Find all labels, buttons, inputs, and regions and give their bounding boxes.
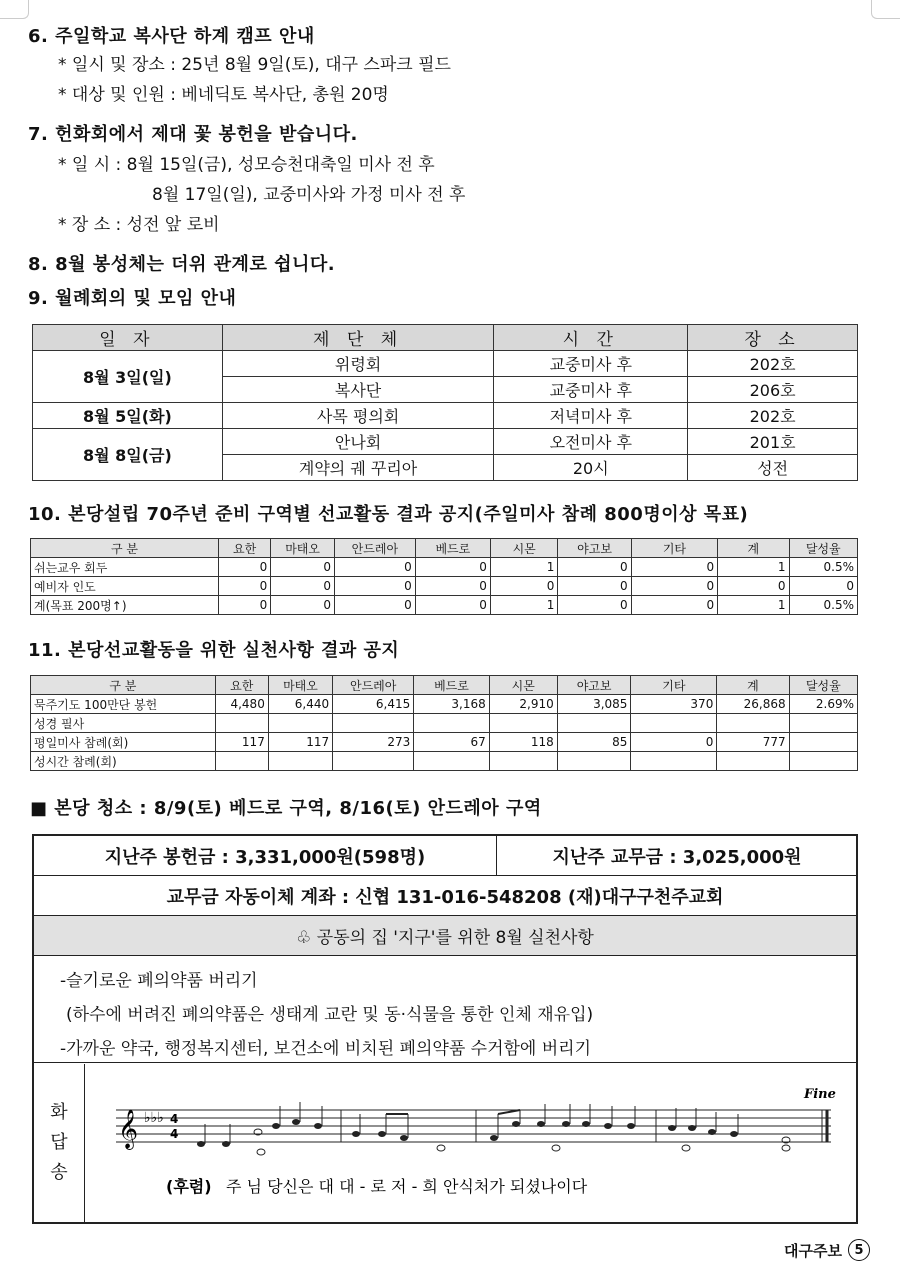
col-header: 야고보 [558, 539, 631, 558]
value-cell: 117 [215, 733, 268, 752]
col-header: 요한 [218, 539, 270, 558]
row-label: 성경 필사 [31, 714, 216, 733]
date-cell: 8월 5일(화) [33, 403, 223, 429]
value-cell [789, 714, 857, 733]
table-row [31, 596, 858, 615]
value-cell: 2.69% [789, 695, 857, 714]
value-cell: 0.5% [789, 558, 858, 577]
time-cell: 저녁미사 후 [494, 403, 688, 429]
value-cell [631, 714, 717, 733]
value-cell [557, 752, 631, 771]
col-header: 계 [718, 539, 789, 558]
key-flat-icon: ♭♭♭ [144, 1110, 164, 1126]
col-header: 시몬 [490, 539, 558, 558]
meeting-table [32, 324, 858, 481]
section-6-title: 6. 주일학교 복사단 하계 캠프 안내 [28, 26, 315, 47]
value-cell [333, 714, 414, 733]
value-cell: 0 [558, 577, 631, 596]
bulletin-name: 대구주보 [784, 1241, 842, 1260]
value-cell [789, 752, 857, 771]
value-cell: 1 [490, 596, 558, 615]
value-cell [268, 752, 332, 771]
corner-mark [0, 0, 29, 19]
value-cell: 0 [631, 596, 718, 615]
value-cell: 0 [218, 577, 270, 596]
value-cell [215, 752, 268, 771]
hymn-label-char: 송 [50, 1162, 68, 1183]
eco-title: ♧ 공동의 집 '지구'를 위한 8월 실천사항 [34, 916, 856, 956]
section-9-title: 9. 월례회의 및 모임 안내 [28, 288, 237, 309]
value-cell: 0 [718, 577, 789, 596]
finance-eco-box [32, 834, 858, 1224]
table-row [31, 733, 858, 752]
corner-mark [871, 0, 900, 19]
value-cell: 0 [558, 596, 631, 615]
col-header: 베드로 [414, 676, 490, 695]
value-cell: 117 [268, 733, 332, 752]
value-cell: 0 [271, 577, 335, 596]
section-6-line-2: * 대상 및 인원 : 베네딕토 복사단, 총원 20명 [58, 85, 389, 105]
row-label: 묵주기도 100만단 봉헌 [31, 695, 216, 714]
page-number: 5 [848, 1239, 870, 1261]
group-cell: 복사단 [222, 377, 494, 403]
row-label: 계(목표 200명↑) [31, 596, 219, 615]
value-cell: 0 [415, 558, 490, 577]
value-cell: 0 [789, 577, 858, 596]
hymn-score [86, 1068, 856, 1220]
date-cell: 8월 3일(일) [33, 351, 223, 403]
place-cell: 202호 [688, 403, 858, 429]
col-header: 요한 [215, 676, 268, 695]
col-header: 구 분 [31, 676, 216, 695]
group-cell: 안나회 [222, 429, 494, 455]
value-cell: 67 [414, 733, 490, 752]
value-cell [789, 733, 857, 752]
value-cell [333, 752, 414, 771]
value-cell: 3,085 [557, 695, 631, 714]
value-cell [557, 714, 631, 733]
date-cell: 8월 8일(금) [33, 429, 223, 481]
value-cell: 0 [558, 558, 631, 577]
divider [34, 1062, 856, 1063]
col-header: 계 [717, 676, 789, 695]
mission-result-table [30, 538, 858, 615]
value-cell: 2,910 [489, 695, 557, 714]
table-row [33, 429, 858, 455]
time-signature: 4 [170, 1112, 179, 1126]
col-header: 마태오 [271, 539, 335, 558]
place-cell: 201호 [688, 429, 858, 455]
eco-line-1: -슬기로운 폐의약품 버리기 [60, 971, 258, 991]
table-row [31, 752, 858, 771]
value-cell: 6,415 [333, 695, 414, 714]
practice-result-table [30, 675, 858, 771]
table-row [31, 695, 858, 714]
value-cell: 0 [490, 577, 558, 596]
value-cell: 0 [415, 577, 490, 596]
value-cell: 0 [631, 577, 718, 596]
refrain-label: (후렴) [166, 1177, 212, 1196]
value-cell [489, 752, 557, 771]
value-cell: 0 [218, 558, 270, 577]
value-cell: 370 [631, 695, 717, 714]
section-10-title: 10. 본당설립 70주년 준비 구역별 선교활동 결과 공지(주일미사 참례 800명이상 목표) [28, 504, 749, 525]
col-header: 기타 [631, 676, 717, 695]
section-11-title: 11. 본당선교활동을 위한 실천사항 결과 공지 [28, 640, 400, 661]
col-header: 안드레아 [334, 539, 415, 558]
offering-amount: 지난주 봉헌금 : 3,331,000원(598명) [34, 836, 497, 875]
value-cell: 118 [489, 733, 557, 752]
value-cell: 6,440 [268, 695, 332, 714]
value-cell [268, 714, 332, 733]
page-footer [784, 1239, 870, 1261]
hymn-label-char: 화 [50, 1102, 68, 1123]
eco-line-3: -가까운 약국, 행정복지센터, 보건소에 비치된 폐의약품 수거함에 버리기 [60, 1039, 592, 1059]
time-cell: 오전미사 후 [494, 429, 688, 455]
hymn-label [34, 1064, 85, 1222]
time-signature: 4 [170, 1127, 179, 1141]
group-cell: 위령회 [222, 351, 494, 377]
col-header: 일 자 [33, 325, 223, 351]
time-cell: 교중미사 후 [494, 351, 688, 377]
hymn-label-char: 답 [50, 1132, 68, 1153]
value-cell: 0 [271, 596, 335, 615]
row-label: 평일미사 참례(회) [31, 733, 216, 752]
section-7-title: 7. 헌화회에서 제대 꽃 봉헌을 받습니다. [28, 124, 358, 145]
value-cell: 0 [271, 558, 335, 577]
value-cell: 0 [631, 733, 717, 752]
table-row [33, 403, 858, 429]
table-row [31, 558, 858, 577]
value-cell: 0 [631, 558, 718, 577]
treble-clef-icon: 𝄞 [118, 1109, 139, 1149]
section-6-line-1: * 일시 및 장소 : 25년 8월 9일(토), 대구 스파크 필드 [58, 55, 451, 75]
time-cell: 20시 [494, 455, 688, 481]
hymn-lyrics: 주 님 당신은 대 대 - 로 저 - 희 안식처가 되셨나이다 [226, 1177, 588, 1196]
col-header: 시몬 [489, 676, 557, 695]
section-7-line-3: * 장 소 : 성전 앞 로비 [58, 215, 220, 235]
value-cell: 0 [415, 596, 490, 615]
value-cell: 1 [490, 558, 558, 577]
col-header: 시 간 [494, 325, 688, 351]
row-label: 예비자 인도 [31, 577, 219, 596]
value-cell: 0 [334, 596, 415, 615]
table-header-row [31, 676, 858, 695]
value-cell [414, 752, 490, 771]
value-cell: 0.5% [789, 596, 858, 615]
value-cell [631, 752, 717, 771]
value-cell [717, 752, 789, 771]
col-header: 기타 [631, 539, 718, 558]
place-cell: 202호 [688, 351, 858, 377]
value-cell: 273 [333, 733, 414, 752]
col-header: 제 단 체 [222, 325, 494, 351]
section-8-title: 8. 8월 봉성체는 더위 관계로 쉽니다. [28, 254, 336, 275]
value-cell: 4,480 [215, 695, 268, 714]
col-header: 구 분 [31, 539, 219, 558]
value-cell: 0 [334, 577, 415, 596]
table-row [31, 714, 858, 733]
eco-line-2: (하수에 버려진 폐의약품은 생태계 교란 및 동·식물을 통한 인체 재유입) [66, 1005, 594, 1025]
col-header: 장 소 [688, 325, 858, 351]
value-cell: 1 [718, 596, 789, 615]
col-header: 베드로 [415, 539, 490, 558]
value-cell [489, 714, 557, 733]
section-7-line-2: 8월 17일(일), 교중미사와 가정 미사 전 후 [152, 185, 466, 205]
finance-row [34, 836, 856, 876]
row-label: 쉬는교우 회두 [31, 558, 219, 577]
value-cell: 3,168 [414, 695, 490, 714]
value-cell: 0 [218, 596, 270, 615]
value-cell: 0 [334, 558, 415, 577]
place-cell: 성전 [688, 455, 858, 481]
table-row [33, 351, 858, 377]
fine-mark: Fine [804, 1087, 836, 1102]
group-cell: 계약의 궤 꾸리아 [222, 455, 494, 481]
value-cell [717, 714, 789, 733]
group-cell: 사목 평의회 [222, 403, 494, 429]
col-header: 달성율 [789, 676, 857, 695]
account-row: 교무금 자동이체 계좌 : 신협 131-016-548208 (재)대구구천주교회 [34, 876, 856, 916]
value-cell [414, 714, 490, 733]
place-cell: 206호 [688, 377, 858, 403]
school-fee-amount: 지난주 교무금 : 3,025,000원 [552, 846, 802, 868]
value-cell: 1 [718, 558, 789, 577]
col-header: 마태오 [268, 676, 332, 695]
value-cell: 777 [717, 733, 789, 752]
section-7-line-1: * 일 시 : 8월 15일(금), 성모승천대축일 미사 전 후 [58, 155, 435, 175]
row-label: 성시간 참례(회) [31, 752, 216, 771]
value-cell: 26,868 [717, 695, 789, 714]
cleaning-notice: ■ 본당 청소 : 8/9(토) 베드로 구역, 8/16(토) 안드레아 구역 [30, 798, 542, 819]
table-header-row [31, 539, 858, 558]
col-header: 야고보 [557, 676, 631, 695]
col-header: 달성율 [789, 539, 858, 558]
value-cell [215, 714, 268, 733]
value-cell: 85 [557, 733, 631, 752]
table-row [31, 577, 858, 596]
col-header: 안드레아 [333, 676, 414, 695]
time-cell: 교중미사 후 [494, 377, 688, 403]
table-header-row [33, 325, 858, 351]
